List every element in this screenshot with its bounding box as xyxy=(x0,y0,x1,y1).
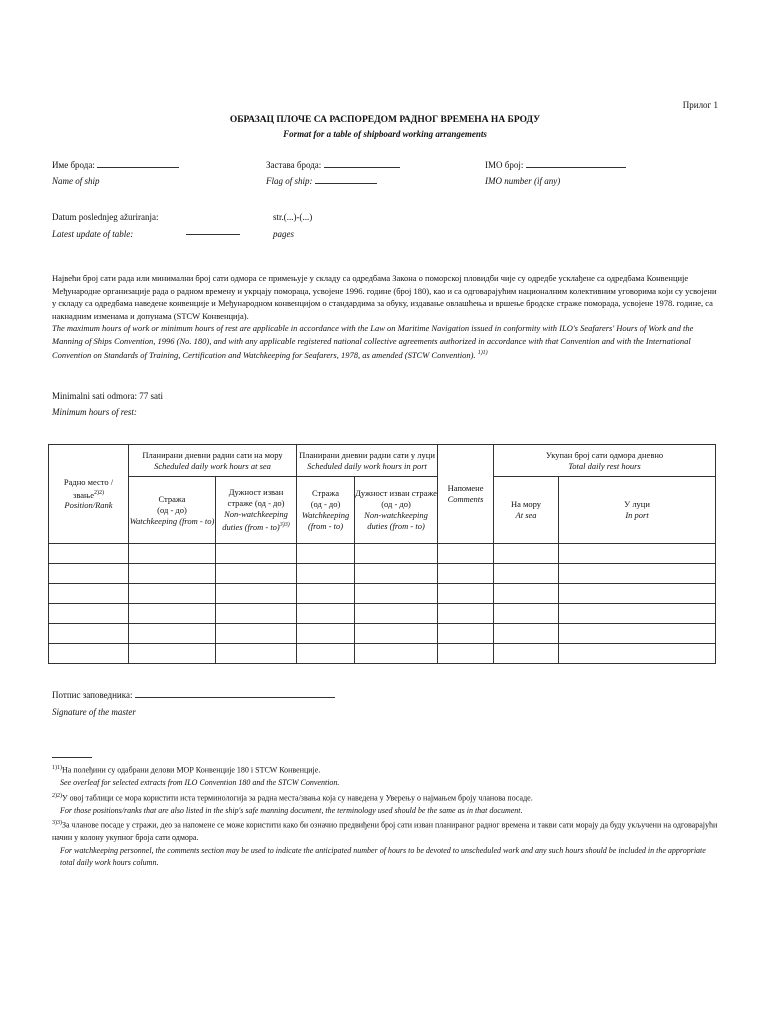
table-row xyxy=(49,624,716,644)
footnotes xyxy=(52,762,720,870)
position-header xyxy=(49,445,129,544)
port-hours-sr: Планирани дневни радни сати у луци xyxy=(299,449,435,460)
title-sr: ОБРАЗАЦ ПЛОЧЕ СА РАСПОРЕДОМ РАДНОГ ВРЕМЕНА НА БРОДУ xyxy=(229,115,541,125)
table-row xyxy=(49,584,716,604)
pages-label-en: pages xyxy=(273,229,294,239)
sea-watch-sr: Стража xyxy=(158,493,186,504)
title-en: Format for a table of shipboard working arrangements xyxy=(283,129,487,139)
signature-field[interactable] xyxy=(52,690,335,700)
update-label: Datum poslednjeg ažuriranja: xyxy=(52,212,159,222)
min-rest-sr: Minimalni sati odmora: 77 sati xyxy=(52,391,163,401)
port-watch-sr: Стража xyxy=(311,488,340,498)
table-row xyxy=(49,564,716,584)
sea-nonwatch-header xyxy=(216,477,297,544)
footnote-2-sr: $^{2)2)}$У овој таблици се мора користити иста терминологија за радна места/звања која су наведена у Уверењу о најмањем броју чланова посаде. xyxy=(52,792,533,803)
table-row xyxy=(49,604,716,624)
footnote-2-en: For those positions/ranks that are also listed in the ship's safe manning document, the terminology used should be the same as in that document. xyxy=(60,805,523,815)
table-header-row-2 xyxy=(49,477,716,544)
intro-sr: Највећи број сати рада или минимални број сати одмора се примењује у складу са одредбама Закона о поморској пловидби чије су одредбе усклађене са одредбама Конвенције Међународне организације рада о радном времену и укрцају помораца, усвојене 1996. године (број 180), као и са одговарајућим националним колективним уговорима који су усвојени у складу са одредбама наведене конвенције и Међународном конвенцијом о стандардима за обуку, издавање овлашћења и вршење бродске страже поморада, усвојене 1978. године, са накнадним изменама и допунама (STCW Конвенција). xyxy=(52,273,717,321)
signature-label: Потпис заповедника: xyxy=(52,690,133,700)
footnote-3-sr: $^{3)3)}$За чланове посаде у стражи, део за напомене се може користити како би означио предвиђени број сати изван планираног радног времена и такви сати морају да буду укључени на одговарајући начин у колону укупног броја сати одмора. xyxy=(52,820,718,843)
sea-watch-en: Watchkeeping (from - to) xyxy=(129,515,215,526)
imo-label-en: IMO number (if any) xyxy=(485,176,561,186)
in-port-en: In port xyxy=(625,510,649,520)
ship-name-field[interactable] xyxy=(52,160,179,170)
imo-line xyxy=(526,167,626,168)
sea-nonwatch-sr: Дужност изван страже (од - до) xyxy=(227,487,285,509)
intro-en xyxy=(52,322,719,361)
sea-watch-header xyxy=(129,477,216,544)
footnote-3-en: For watchkeeping personnel, the comments section may be used to indicate the anticipated number of hours to be devoted to unscheduled work and any such hours should be included in the appropriate total daily work hours column. xyxy=(60,845,706,868)
footnote-1-en: See overleaf for selected extracts from ILO Convention 180 and the STCW Convention. xyxy=(60,778,340,788)
port-hours-en: Scheduled daily work hours in port xyxy=(307,460,427,471)
sea-hours-sr: Планирани дневни радни сати на мору xyxy=(142,449,283,460)
flag-label-en[interactable] xyxy=(266,176,377,186)
footnote-separator xyxy=(52,757,92,758)
flag-line xyxy=(324,167,400,168)
flag-label: Застава брода: xyxy=(266,160,322,170)
position-header-sr: Радно место /звање$^{2)2)}$ xyxy=(63,476,114,500)
update-line xyxy=(186,234,240,235)
nonwatch-footnote-ref: 3)3) xyxy=(279,522,290,529)
total-rest-sr: Укупан број сати одмора дневно xyxy=(545,449,664,460)
at-sea-header xyxy=(494,477,559,544)
port-watch-od: (од - до) xyxy=(310,499,341,509)
table-row xyxy=(49,544,716,564)
position-footnote-ref: 2)2) xyxy=(93,489,104,496)
sea-watch-od: (од - до) xyxy=(157,504,187,515)
flag-en-line xyxy=(315,183,377,184)
signature-label-en: Signature of the master xyxy=(52,707,136,717)
min-rest-en: Minimum hours of rest: xyxy=(52,407,137,417)
port-watch-header xyxy=(297,477,355,544)
sea-hours-header xyxy=(129,445,297,477)
table-row xyxy=(49,644,716,664)
port-watch-en: Watchkeeping (from - to) xyxy=(301,510,350,531)
comments-header xyxy=(438,445,494,544)
footnote-1-sr: $^{1)1)}$На полеђини су одабрани делови МОР Конвенције 180 i STCW Конвенције. xyxy=(52,765,321,775)
port-nonwatch-header xyxy=(355,477,438,544)
port-nonwatch-sr: Дужност изван страже (од - до) xyxy=(355,488,437,509)
ship-name-label-en: Name of ship xyxy=(52,176,100,186)
intro-en-text: The maximum hours of work or minimum hours of rest are applicable in accordance with the Law on Maritime Navigation issued in conformity with ILO's Seafarers' Hours of Work and the Manning of Ships Convention, 1996 (No. 180), and with any applicable registered national collective agreements authorized in accordance with that Convention and with the International Convention on Standards of Training, Certification and Watchkeeping for Seafarers, 1978, as amended (STCW Convention). xyxy=(52,323,694,360)
flag-en-text: Flag of ship: xyxy=(266,176,313,186)
in-port-sr: У луци xyxy=(624,499,650,509)
sea-hours-en: Scheduled daily work hours at sea xyxy=(154,460,271,471)
position-header-en: Position/Rank xyxy=(64,500,113,511)
imo-field[interactable] xyxy=(485,160,626,170)
update-field[interactable] xyxy=(186,222,240,240)
ship-name-label: Име брода: xyxy=(52,160,95,170)
intro-paragraph xyxy=(52,272,719,361)
comments-en: Comments xyxy=(447,494,484,504)
at-sea-en: At sea xyxy=(515,510,537,520)
pages-field[interactable]: str.(...)-(...) xyxy=(273,212,313,222)
in-port-header xyxy=(559,477,716,544)
annex-label: Прилог 1 xyxy=(682,100,718,110)
signature-line xyxy=(135,697,335,698)
flag-field[interactable] xyxy=(266,160,400,170)
port-nonwatch-en: Non-watchkeeping duties (from - to) xyxy=(364,510,428,531)
total-rest-header xyxy=(494,445,716,477)
ship-name-line xyxy=(97,167,179,168)
comments-sr: Напомене xyxy=(447,483,484,493)
at-sea-sr: На мору xyxy=(511,499,542,509)
table-header-row-1 xyxy=(49,445,716,477)
work-arrangements-table xyxy=(48,444,716,664)
imo-label: IMO број: xyxy=(485,160,524,170)
sea-nonwatch-en: Non-watchkeeping duties (from - to)$^{3)3)}$ xyxy=(222,509,290,532)
total-rest-en: Total daily rest hours xyxy=(568,460,641,471)
update-label-en: Latest update of table: xyxy=(52,229,134,239)
intro-footnote-ref: 1)1) xyxy=(477,350,488,356)
port-hours-header xyxy=(297,445,438,477)
